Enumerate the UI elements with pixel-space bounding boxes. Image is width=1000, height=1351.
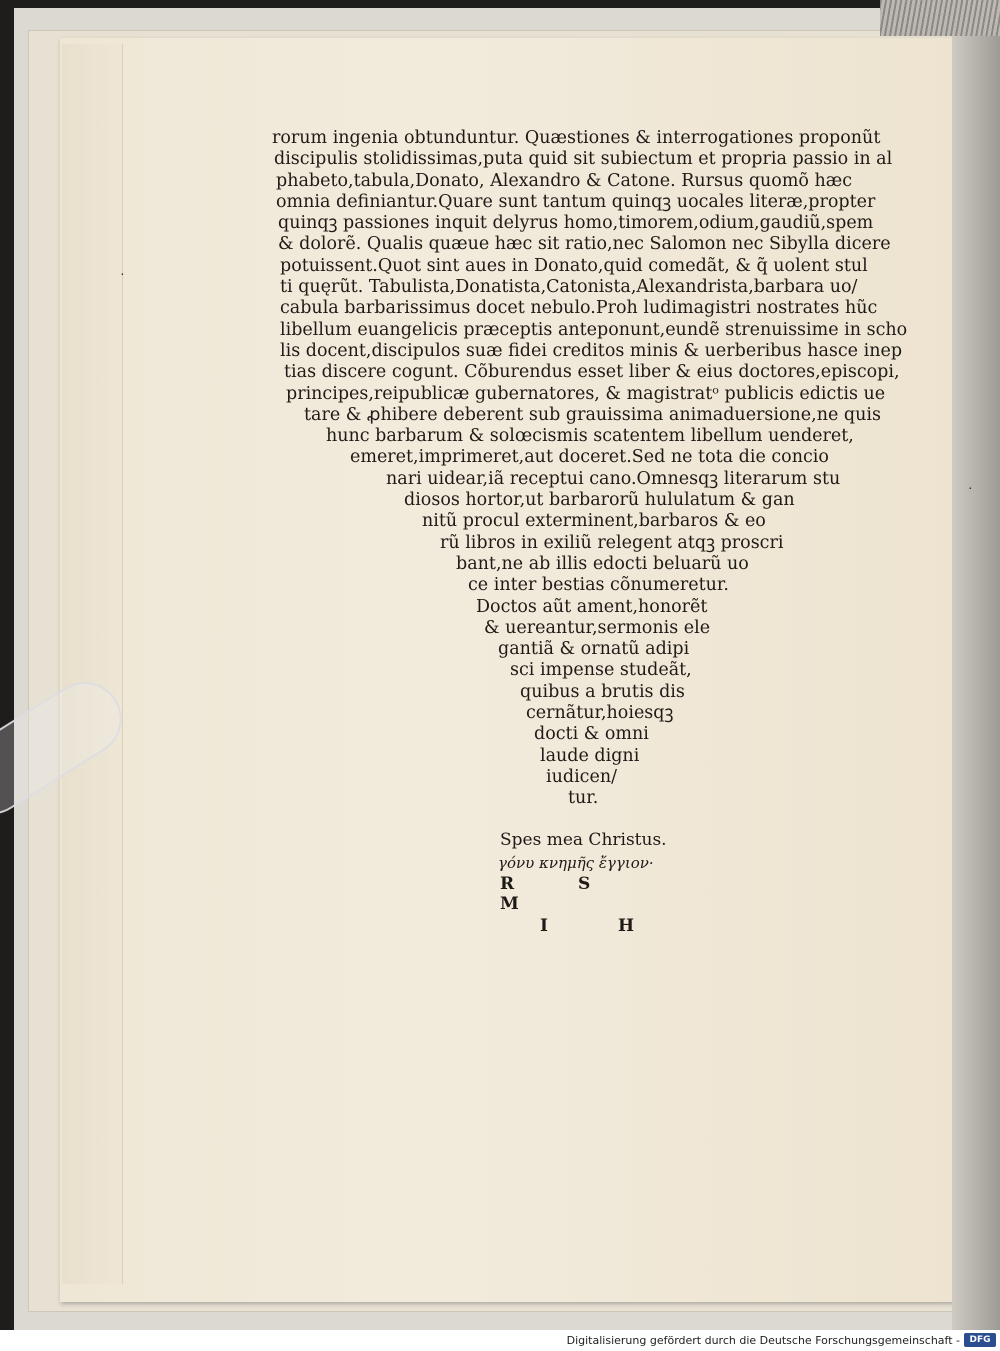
text-line: bant,ne ab illis edocti beluarũ uo [456,553,749,574]
initial: I [540,916,550,936]
text-line: nitũ procul exterminent,barbaros & eo [422,511,766,532]
footer-bar [0,1330,1000,1351]
text-line: docti & omni [534,724,649,745]
page-fibers [880,0,1000,36]
text-line: potuissent.Quot sint aues in Donato,quid comedãt, & q̃ uolent stul [280,255,868,276]
text-line: tur. [568,788,599,809]
text-line: rorum ingenia obtunduntur. Quæstiones & interrogationes proponũt [272,128,881,148]
text-line: tare & ꝓhibere deberent sub grauissima animaduersione,ne quis [304,404,881,425]
initial: R [500,874,517,894]
text-line: cernãtur,hoiesqꝫ [526,703,674,724]
text-line: tias discere cogunt. Cõburendus esset liber & eius doctores,episcopi, [284,362,900,383]
text-line: gantiã & ornatũ adipi [498,639,690,660]
text-line: rũ libros in exiliũ relegent atqꝫ proscri [440,532,784,553]
text-line: principes,reipublicæ gubernatores, & magistratᵒ publicis edictis ue [286,383,886,404]
text-line: laude digni [540,745,640,766]
text-line: diosos hortor,ut barbarorũ hululatum & gan [404,490,795,511]
text-line: ce inter bestias cõnumeretur. [468,575,729,596]
text-line: hunc barbarum & solœcismis scatentem libellum uenderet, [326,426,854,447]
adjacent-page-strip [952,0,1000,1330]
text-line: Doctos aũt ament,honorẽt [476,596,708,617]
text-line: omnia definiantur.Quare sunt tantum quinqꝫ uocales literæ,propter [276,191,876,212]
text-line: & dolorẽ. Qualis quæue hæc sit ratio,nec Salomon nec Sibylla dicere [278,234,891,255]
dfg-logo[interactable]: DFG [964,1333,996,1347]
text-line: & uereantur,sermonis ele [484,617,711,638]
text-line: nari uidear,iã receptui cano.Omnesqꝫ literarum stu [386,468,841,489]
text-line: ti quęrũt. Tabulista,Donatista,Catonista,Alexandrista,barbara uo/ [280,277,858,298]
text-line: phabeto,tabula,Donato, Alexandro & Catone. Rursus quomõ hæc [276,170,853,191]
printer-initials-row-1 [500,874,730,914]
text-line: emeret,imprimeret,aut doceret.Sed ne tota die concio [350,447,829,468]
text-line: quibus a brutis dis [520,681,685,702]
text-line: lis docent,discipulos suæ fidei creditos minis & uerberibus hasce inep [280,340,903,361]
text-line: quinqꝫ passiones inquit delyrus homo,timorem,odium,gaudiũ,spem [278,213,874,234]
initial: H [618,916,637,936]
text-line: cabula barbarissimus docet nebulo.Proh ludimagistri nostrates hũc [280,298,878,319]
motto: Spes mea Christus. [500,830,667,850]
text-line: discipulis stolidissimas,puta quid sit subiectum et propria passio in al [274,149,893,170]
initial: S [578,874,593,894]
initial: M [500,894,521,914]
text-line: libellum euangelicis præceptis anteponunt,eundẽ strenuissime in scho [280,319,908,340]
text-line: iudicen/ [546,766,617,787]
printer-initials-row-2 [540,916,730,936]
funding-credit: Digitalisierung gefördert durch die Deutsche Forschungsgemeinschaft - [566,1334,960,1347]
margin-mark: · [968,482,973,497]
page-edge [62,44,123,1284]
colophon [470,830,730,936]
margin-mark: · [120,268,125,283]
body-text [272,128,922,810]
greek-motto: γόνυ κνημῆς ἔγγιον· [498,854,654,872]
text-line: sci impense studeãt, [510,660,692,681]
